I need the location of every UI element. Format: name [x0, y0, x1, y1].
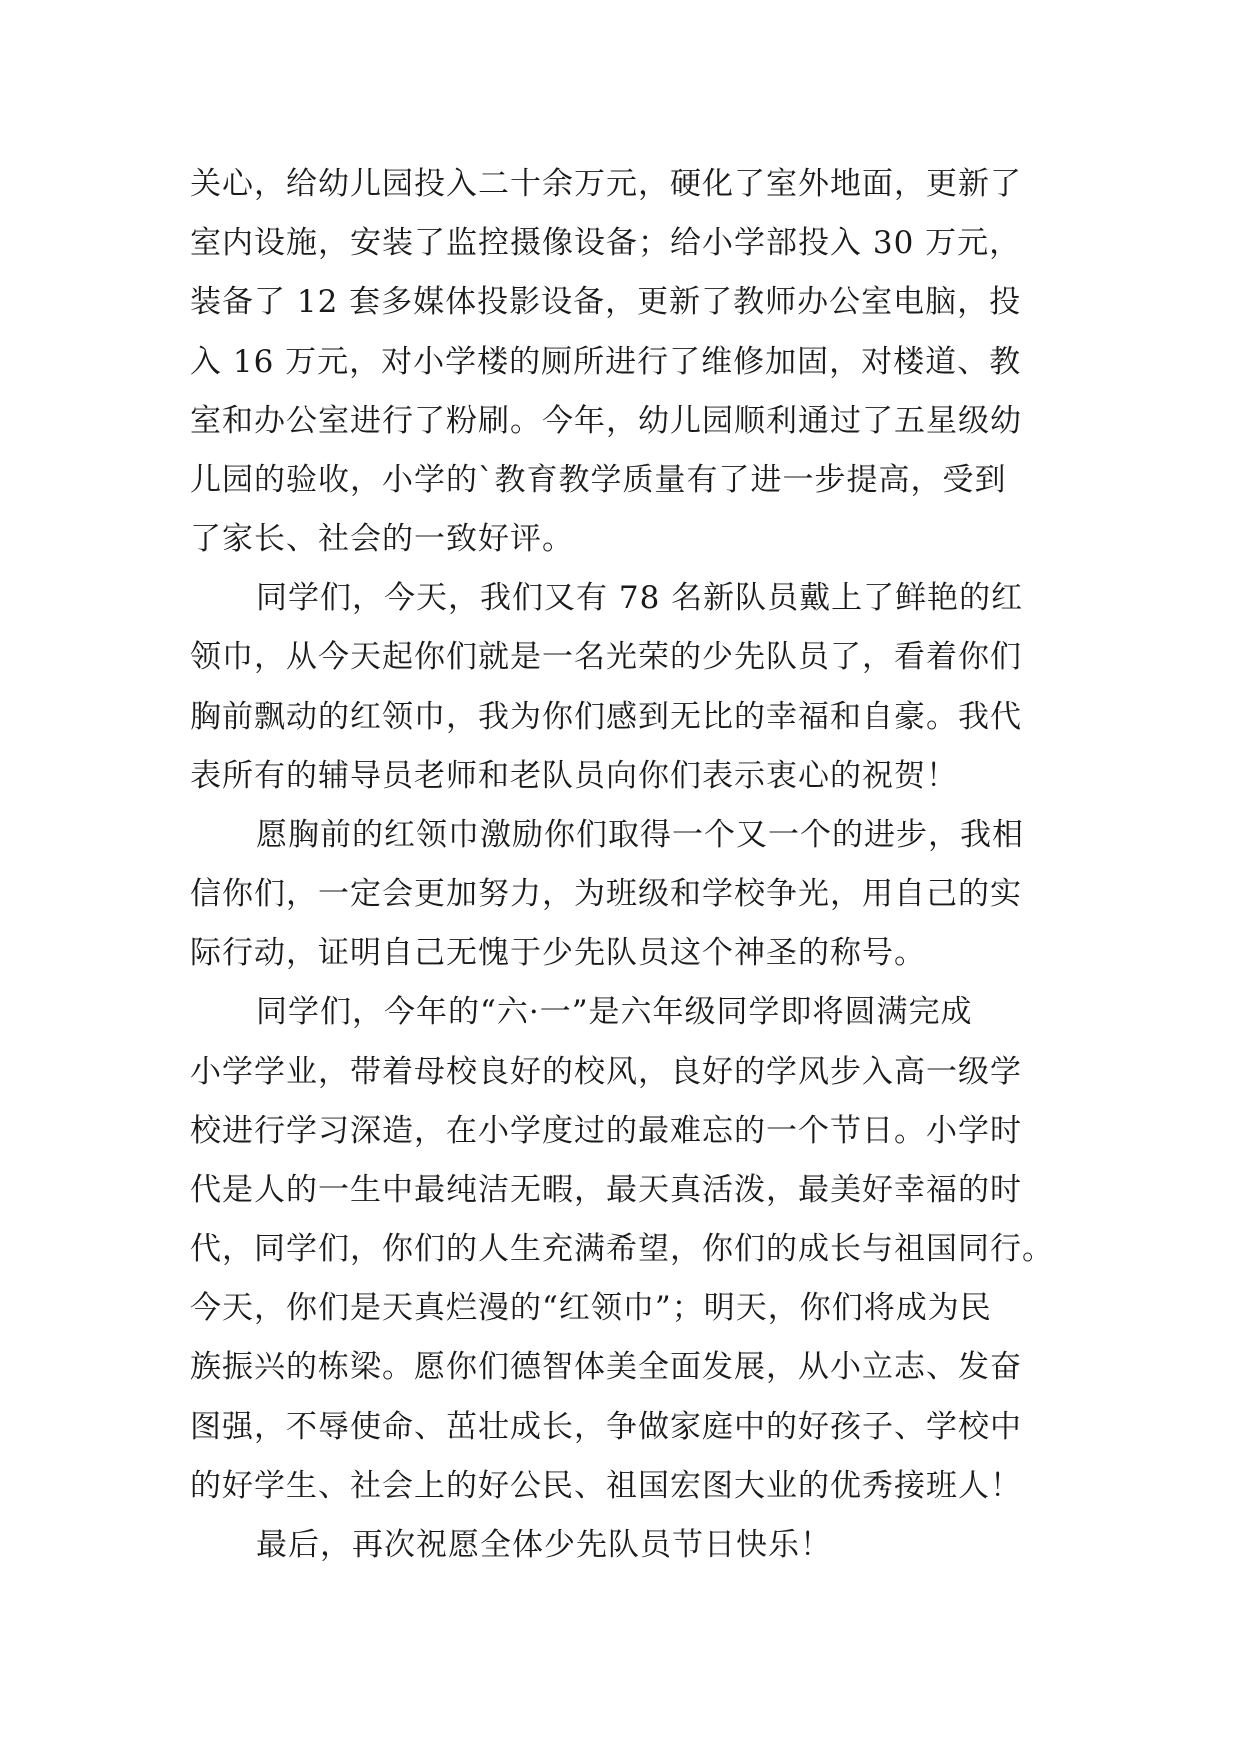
text-line: 同学们，今年的“六·一”是六年级同学即将圆满完成 — [256, 994, 973, 1030]
text-line: 代，同学们，你们的人生充满希望，你们的成长与祖国同行。 — [190, 1231, 1054, 1267]
text-line: 今天，你们是天真烂漫的“红领巾”；明天，你们将成为民 — [190, 1290, 992, 1326]
text-line: 际行动，证明自己无愧于少先队员这个神圣的称号。 — [190, 935, 926, 971]
text-line: 最后，再次祝愿全体少先队员节日快乐！ — [256, 1527, 832, 1563]
text-line: 的好学生、社会上的好公民、祖国宏图大业的优秀接班人！ — [190, 1468, 1022, 1504]
text-line: 入 16 万元，对小学楼的厕所进行了维修加固，对楼道、教 — [190, 344, 1022, 380]
text-line: 室内设施，安装了监控摄像设备；给小学部投入 30 万元， — [190, 225, 1022, 261]
text-line: 族振兴的栋梁。愿你们德智体美全面发展，从小立志、发奋 — [190, 1349, 1022, 1385]
text-line: 表所有的辅导员老师和老队员向你们表示衷心的祝贺！ — [190, 758, 958, 794]
text-line: 信你们，一定会更加努力，为班级和学校争光，用自己的实 — [190, 876, 1022, 912]
text-line: 了家长、社会的一致好评。 — [190, 521, 574, 557]
text-line: 儿园的验收，小学的`教育教学质量有了进一步提高，受到 — [190, 462, 1007, 498]
text-line: 室和办公室进行了粉刷。今年，幼儿园顺利通过了五星级幼 — [190, 403, 1022, 439]
text-line: 同学们，今天，我们又有 78 名新队员戴上了鲜艳的红 — [256, 580, 1024, 616]
text-line: 关心，给幼儿园投入二十余万元，硬化了室外地面，更新了 — [190, 166, 1022, 202]
text-line: 领巾，从今天起你们就是一名光荣的少先队员了，看着你们 — [190, 639, 1022, 675]
text-line: 图强，不辱使命、茁壮成长，争做家庭中的好孩子、学校中 — [190, 1409, 1022, 1445]
text-line: 代是人的一生中最纯洁无暇，最天真活泼，最美好幸福的时 — [190, 1172, 1022, 1208]
text-line: 愿胸前的红领巾激励你们取得一个又一个的进步，我相 — [256, 817, 1024, 853]
text-line: 装备了 12 套多媒体投影设备，更新了教师办公室电脑，投 — [190, 284, 1022, 320]
text-line: 胸前飘动的红领巾，我为你们感到无比的幸福和自豪。我代 — [190, 699, 1022, 735]
text-line: 小学学业，带着母校良好的校风，良好的学风步入高一级学 — [190, 1054, 1022, 1090]
text-line: 校进行学习深造，在小学度过的最难忘的一个节日。小学时 — [190, 1113, 1022, 1149]
